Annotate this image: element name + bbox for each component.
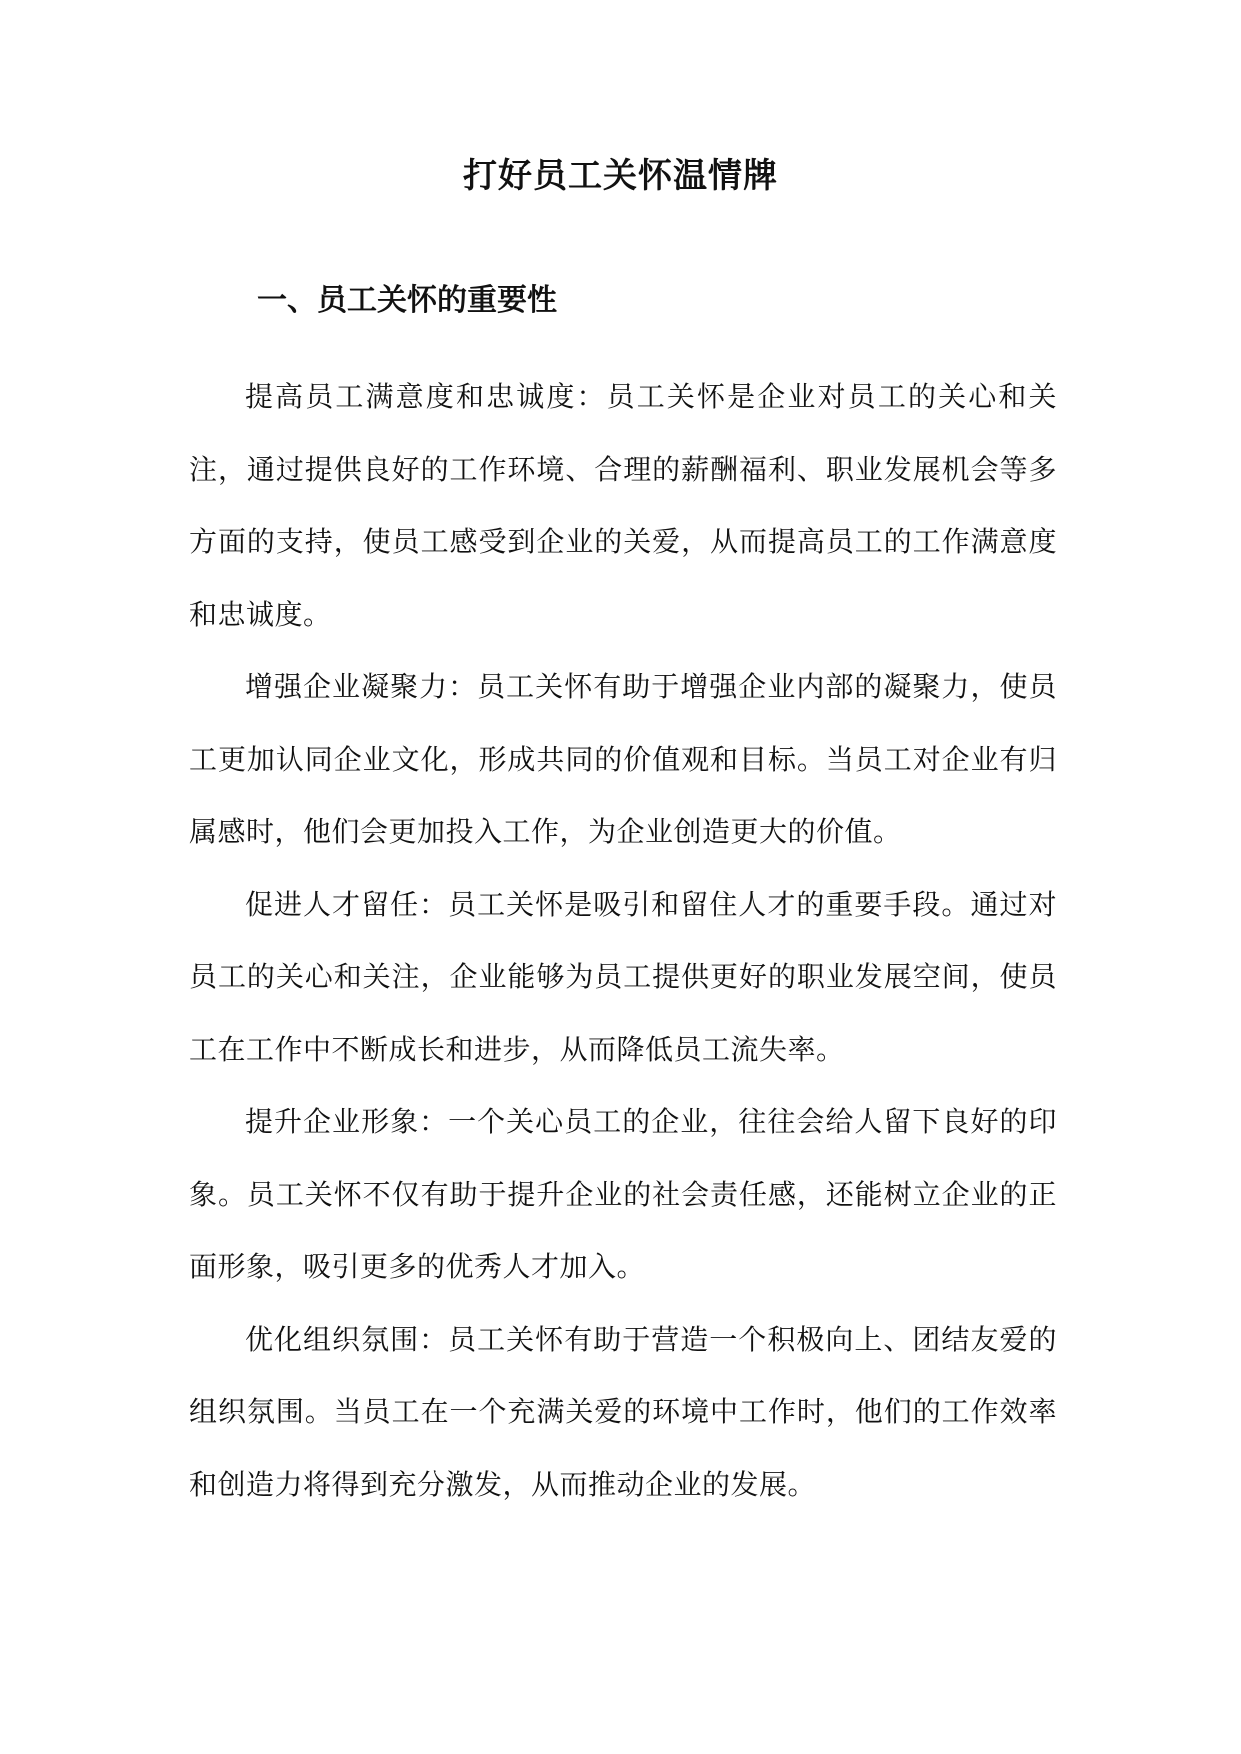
paragraph-satisfaction: 提高员工满意度和忠诚度：员工关怀是企业对员工的关心和关注，通过提供良好的工作环境、合理的薪酬福利、职业发展机会等多方面的支持，使员工感受到企业的关爱，从而提高员工的工作满意度和忠诚度。 [189,380,1057,631]
paragraph-retention: 促进人才留任：员工关怀是吸引和留住人才的重要手段。通过对员工的关心和关注，企业能够为员工提供更好的职业发展空间，使员工在工作中不断成长和进步，从而降低员工流失率。 [189,887,1057,1066]
document-body [189,361,1057,1521]
document-title: 打好员工关怀温情牌 [463,156,778,196]
paragraph-cohesion: 增强企业凝聚力：员工关怀有助于增强企业内部的凝聚力，使员工更加认同企业文化，形成共同的价值观和目标。当员工对企业有归属感时，他们会更加投入工作，为企业创造更大的价值。 [189,670,1057,848]
section-heading: 一、员工关怀的重要性 [257,283,557,318]
paragraph-image: 提升企业形象：一个关心员工的企业，往往会给人留下良好的印象。员工关怀不仅有助于提升企业的社会责任感，还能树立企业的正面形象，吸引更多的优秀人才加入。 [189,1105,1057,1283]
paragraph-atmosphere: 优化组织氛围：员工关怀有助于营造一个积极向上、团结友爱的组织氛围。当员工在一个充满关爱的环境中工作时，他们的工作效率和创造力将得到充分激发，从而推动企业的发展。 [189,1322,1057,1501]
